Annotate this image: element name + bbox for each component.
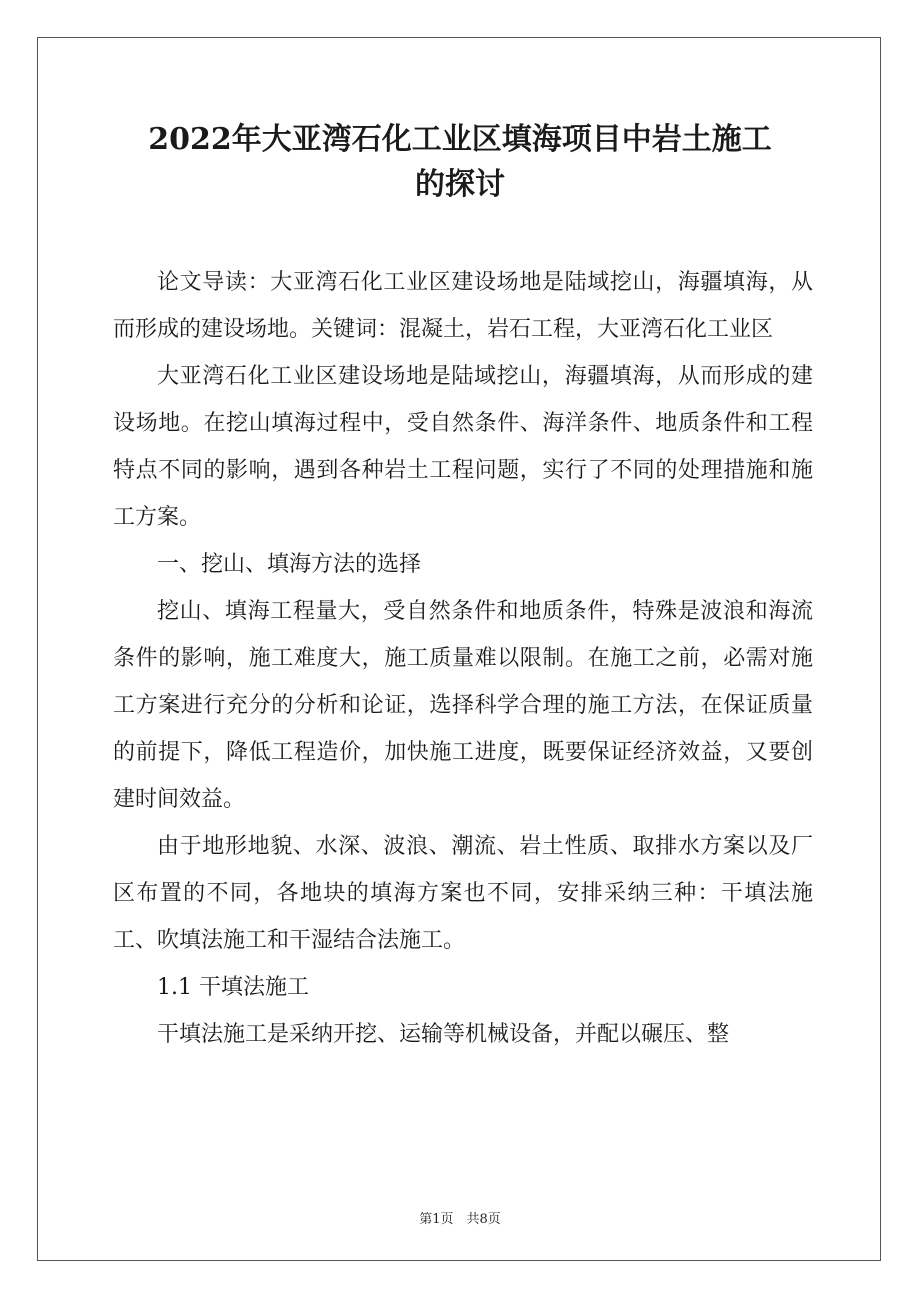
subsection-heading-1-1: 1.1 干填法施工 <box>157 975 309 1000</box>
paragraph-section-1-methods: 由于地形地貌、水深、波浪、潮流、岩土性质、取排水方案以及厂区布置的不同，各地块的填海方案也不同，安排采纳三种：干填法施工、吹填法施工和干湿结合法施工。 <box>113 834 813 953</box>
paragraph-subsection-1-1: 干填法施工是采纳开挖、运输等机械设备，并配以碾压、整 <box>157 1022 730 1047</box>
section-heading-1: 一、挖山、填海方法的选择 <box>157 552 422 577</box>
paragraph-section-1: 挖山、填海工程量大，受自然条件和地质条件，特殊是波浪和海流条件的影响，施工难度大，施工质量难以限制。在施工之前，必需对施工方案进行充分的分析和论证，选择科学合理的施工方法，在保证质量的前提下，降低工程造价，加快施工进度，既要保证经济效益，又要创建时间效益。 <box>113 599 813 812</box>
document-title-line-1: 2022年大亚湾石化工业区填海项目中岩土施工 <box>148 122 772 157</box>
paragraph-abstract: 论文导读：大亚湾石化工业区建设场地是陆域挖山，海疆填海，从而形成的建设场地。关键词：混凝土，岩石工程，大亚湾石化工业区 <box>113 270 813 342</box>
paragraph-intro: 大亚湾石化工业区建设场地是陆域挖山，海疆填海，从而形成的建设场地。在挖山填海过程中，受自然条件、海洋条件、地质条件和工程特点不同的影响，遇到各种岩土工程问题，实行了不同的处理措施和施工方案。 <box>113 364 813 530</box>
document-body <box>113 259 813 1058</box>
document-title-line-2: 的探讨 <box>415 167 505 202</box>
page-footer: 第1页 共8页 <box>419 1212 501 1227</box>
